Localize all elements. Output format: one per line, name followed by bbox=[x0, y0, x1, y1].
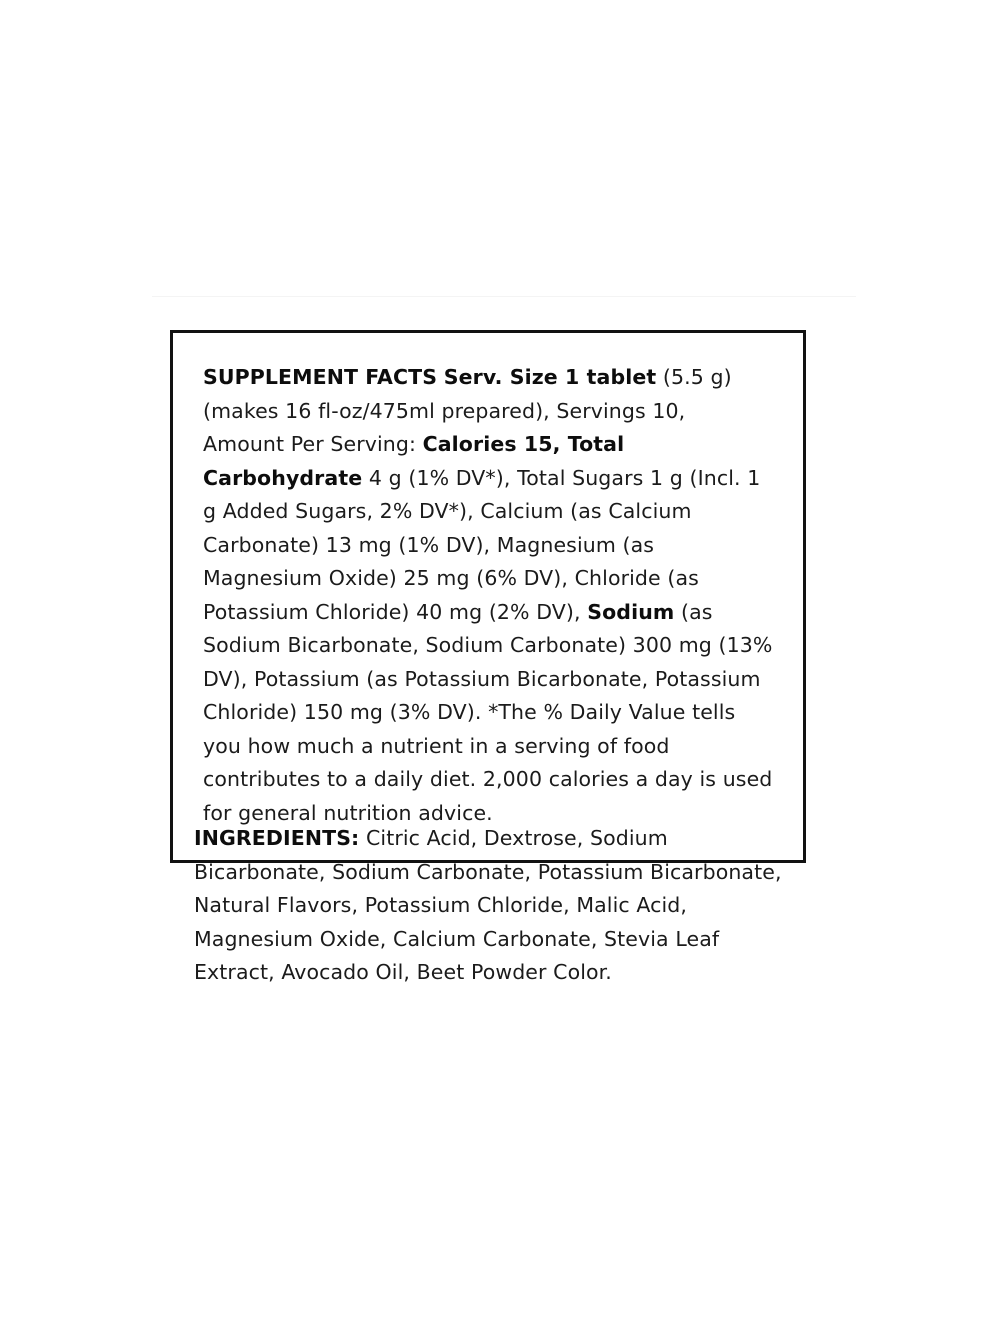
ingredients-text bbox=[194, 822, 794, 990]
calories-carbohydrate-label: Calories 15, Total Carbohydrate bbox=[203, 432, 625, 490]
supplement-facts-text bbox=[203, 361, 773, 830]
daily-value-footnote: *The % Daily Value tells you how much a nutrient in a serving of food contributes to a daily diet. 2,000 calories a day is used for general nutrition advice. bbox=[203, 700, 773, 825]
serving-size-label: Serv. Size 1 tablet bbox=[443, 365, 657, 389]
ingredients-heading: INGREDIENTS: bbox=[194, 826, 360, 850]
ingredients-section bbox=[194, 822, 794, 990]
sodium-label: Sodium bbox=[587, 599, 675, 624]
supplement-facts-heading: SUPPLEMENT FACTS bbox=[203, 365, 438, 389]
serving-size-note: (5.5 g) (makes 16 fl-oz/475ml prepared), Servings 10, Amount Per Serving: bbox=[203, 365, 732, 456]
ingredients-body: Citric Acid, Dextrose, Sodium Bicarbonate, Sodium Carbonate, Potassium Bicarbonate, Natural Flavors, Potassium Chloride, Malic Acid, Magnesium Oxide, Calcium Carbonate, Stevia Leaf Extract, Avocado Oil, Beet Powder Color. bbox=[194, 826, 782, 984]
nutrition-body: 4 g (1% DV*), Total Sugars 1 g (Incl. 1 g Added Sugars, 2% DV*), Calcium (as Calcium Carbonate) 13 mg (1% DV), Magnesium (as Magnesium Oxide) 25 mg (6% DV), Chloride (as Potassium Chloride) 40 mg (2% DV), bbox=[203, 465, 761, 624]
sodium-body: (as Sodium Bicarbonate, Sodium Carbonate) 300 mg (13% DV), Potassium (as Potassium Bicarbonate, Potassium Chloride) 150 mg (3% DV). bbox=[203, 599, 773, 724]
supplement-facts-panel bbox=[170, 330, 806, 863]
top-divider bbox=[152, 296, 856, 297]
